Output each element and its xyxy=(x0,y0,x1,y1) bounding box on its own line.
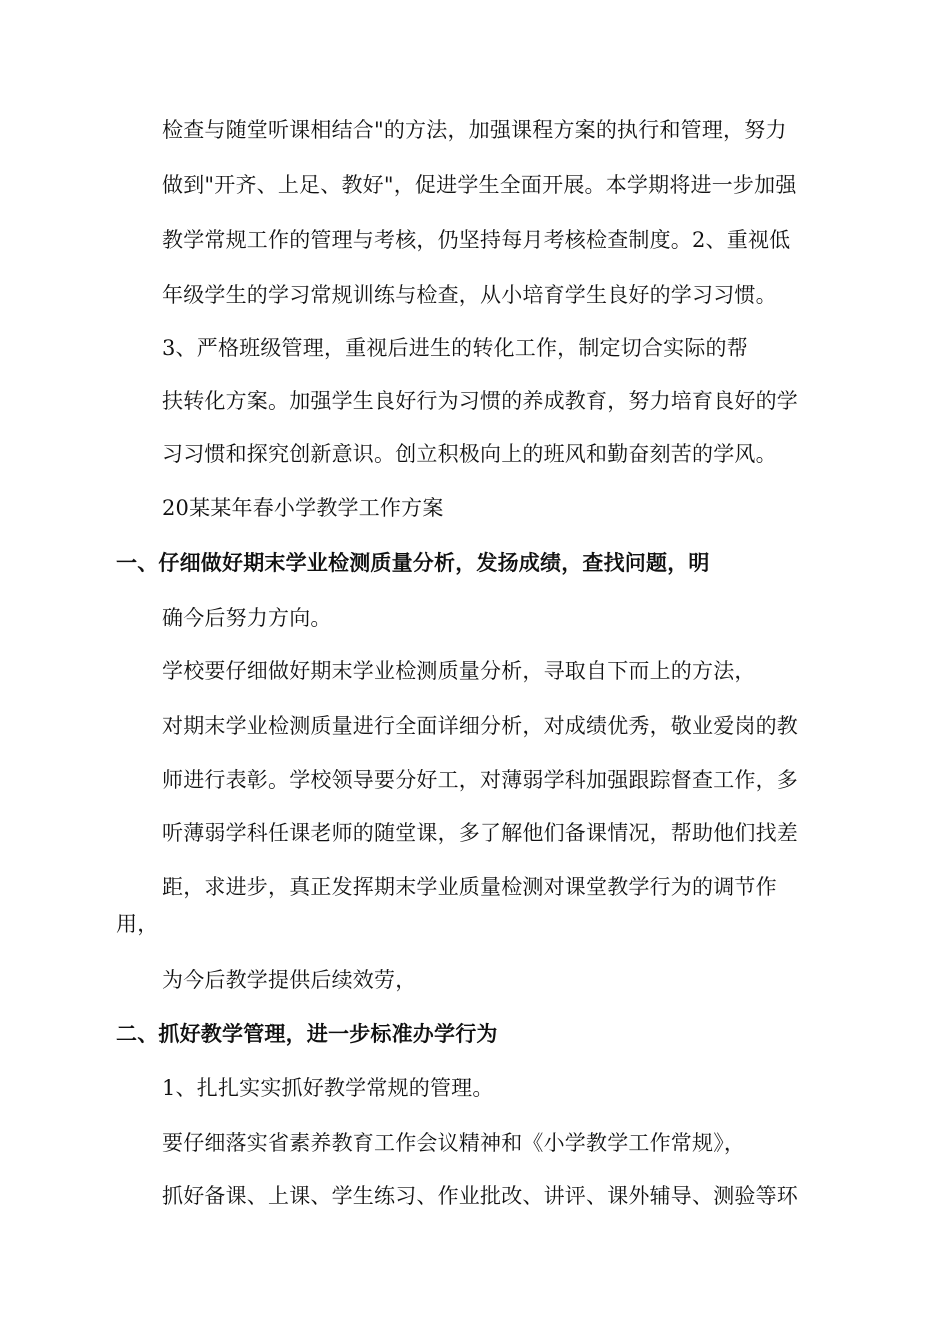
paragraph-line: 为今后教学提供后续效劳， xyxy=(162,968,417,992)
paragraph-line: 师进行表彰。学校领导要分好工，对薄弱学科加强跟踪督查工作，多 xyxy=(162,768,798,792)
paragraph-line: 距，求进步，真正发挥期末学业质量检测对课堂教学行为的调节作 xyxy=(162,875,777,899)
paragraph-line: 确今后努力方向。 xyxy=(162,606,332,630)
document-subtitle: 20某某年春小学教学工作方案 xyxy=(162,496,444,520)
paragraph-line: 3、严格班级管理，重视后进生的转化工作，制定切合实际的帮 xyxy=(162,336,748,360)
paragraph-line: 扶转化方案。加强学生良好行为习惯的养成教育，努力培育良好的学 xyxy=(162,389,798,413)
paragraph-line: 教学常规工作的管理与考核，仍坚持每月考核检查制度。2、重视低 xyxy=(162,228,791,252)
paragraph-line: 检查与随堂听课相结合"的方法，加强课程方案的执行和管理，努力 xyxy=(162,118,787,142)
paragraph-line: 年级学生的学习常规训练与检查，从小培育学生良好的学习习惯。 xyxy=(162,283,777,307)
paragraph-line: 学校要仔细做好期末学业检测质量分析，寻取自下而上的方法， xyxy=(162,659,756,683)
paragraph-line: 用， xyxy=(116,912,159,936)
section-heading-1: 一、仔细做好期末学业检测质量分析，发扬成绩，查找问题，明 xyxy=(116,550,710,575)
paragraph-line: 对期末学业检测质量进行全面详细分析，对成绩优秀，敬业爱岗的教 xyxy=(162,714,798,738)
paragraph-line: 听薄弱学科任课老师的随堂课，多了解他们备课情况，帮助他们找差 xyxy=(162,821,798,845)
paragraph-line: 抓好备课、上课、学生练习、作业批改、讲评、课外辅导、测验等环 xyxy=(162,1184,798,1208)
paragraph-line: 做到"开齐、上足、教好"，促进学生全面开展。本学期将进一步加强 xyxy=(162,173,797,197)
paragraph-line: 要仔细落实省素养教育工作会议精神和《小学教学工作常规》， xyxy=(162,1131,746,1155)
paragraph-line: 1、扎扎实实抓好教学常规的管理。 xyxy=(162,1076,494,1100)
section-heading-2: 二、抓好教学管理，进一步标准办学行为 xyxy=(116,1021,498,1046)
paragraph-line: 习习惯和探究创新意识。创立积极向上的班风和勤奋刻苦的学风。 xyxy=(162,442,777,466)
